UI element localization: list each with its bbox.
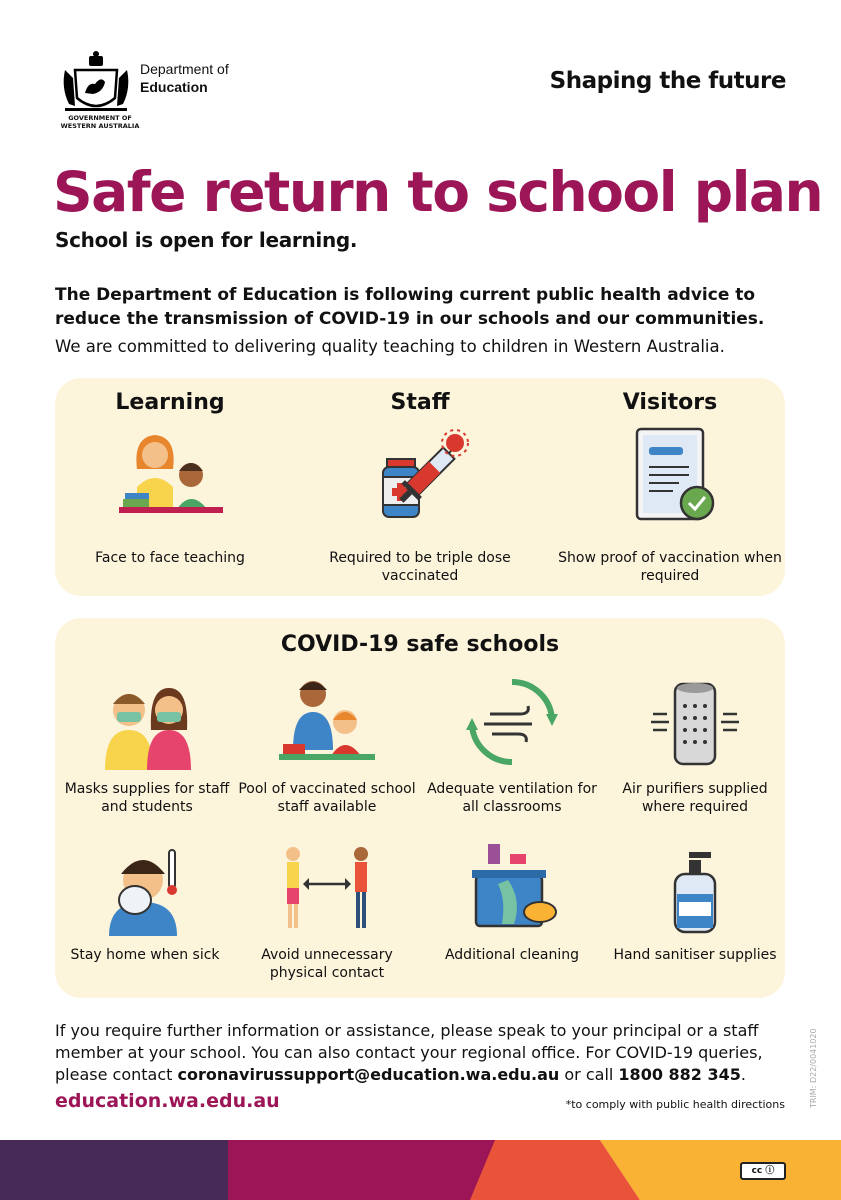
website-link[interactable]: education.wa.edu.au	[55, 1090, 280, 1112]
cleaning-item	[422, 840, 602, 964]
footnote: *to comply with public health directions	[565, 1098, 785, 1111]
sick-person-icon	[95, 840, 195, 936]
tagline: Shaping the future	[549, 68, 786, 94]
vaccination-certificate-icon	[615, 425, 725, 525]
physical-contact-caption: Avoid unnecessary physical contact	[261, 947, 393, 981]
wa-coat-of-arms-icon	[55, 48, 137, 120]
covid-safe-heading: COVID-19 safe schools	[280, 632, 560, 657]
staff-heading: Staff	[390, 390, 450, 415]
intro	[55, 283, 795, 359]
trim-reference: TRIM: D22/0041020	[809, 1028, 818, 1108]
department-name	[140, 60, 229, 96]
support-email-link[interactable]: coronavirussupport@education.wa.edu.au	[177, 1065, 560, 1084]
ventilation-caption: Adequate ventilation for all classrooms	[427, 781, 597, 815]
teacher-student-icon	[115, 425, 225, 525]
vaccinated-staff-caption: Pool of vaccinated school staff available	[238, 781, 416, 815]
stay-home-item	[55, 840, 235, 964]
air-purifier-item	[605, 674, 785, 816]
learning-column	[55, 390, 285, 567]
brand-stripe	[0, 1140, 841, 1200]
distancing-icon	[277, 840, 377, 936]
visitors-caption: Show proof of vaccination when required	[558, 550, 782, 584]
contact-text-3: .	[740, 1065, 746, 1084]
sanitiser-caption: Hand sanitiser supplies	[613, 947, 777, 963]
creative-commons-icon: cc ⓘ	[740, 1162, 786, 1180]
dept-line2: Education	[140, 79, 208, 95]
header	[55, 48, 786, 138]
stripe-purple	[0, 1140, 228, 1200]
vaccine-syringe-icon	[365, 425, 475, 525]
contact-information	[55, 1020, 775, 1086]
staff-column	[305, 390, 535, 585]
sanitiser-item	[605, 840, 785, 964]
hand-sanitiser-icon	[645, 840, 745, 936]
page-title: Safe return to school plan	[53, 160, 823, 224]
visitors-column	[555, 390, 785, 585]
physical-contact-item	[237, 840, 417, 982]
contact-text-2: or call	[559, 1065, 619, 1084]
stripe-yellow	[600, 1140, 841, 1200]
ventilation-icon	[462, 674, 562, 770]
ventilation-item	[422, 674, 602, 816]
requirements-panel	[55, 378, 785, 596]
covid-safe-panel	[55, 618, 785, 998]
teacher-student-icon	[277, 674, 377, 770]
dept-line1: Department of	[140, 61, 229, 77]
gov-line2: WESTERN AUSTRALIA	[60, 122, 140, 130]
support-phone-number[interactable]: 1800 882 345	[618, 1065, 741, 1084]
masks-caption: Masks supplies for staff and students	[64, 781, 230, 815]
air-purifier-caption: Air purifiers supplied where required	[622, 781, 768, 815]
visitors-heading: Visitors	[622, 390, 718, 415]
learning-heading: Learning	[115, 390, 225, 415]
masks-item	[57, 674, 237, 816]
intro-normal: We are committed to delivering quality teaching to children in Western Australia.	[55, 337, 725, 356]
learning-caption: Face to face teaching	[95, 550, 245, 566]
cleaning-supplies-icon	[462, 840, 562, 936]
page-subtitle: School is open for learning.	[55, 228, 358, 252]
cleaning-caption: Additional cleaning	[444, 947, 580, 963]
masked-people-icon	[97, 674, 197, 770]
government-label	[55, 114, 145, 130]
intro-bold: The Department of Education is following current public health advice to reduce the transmission of COVID-19 in our schools and our communities.	[55, 285, 765, 329]
stay-home-caption: Stay home when sick	[70, 947, 220, 963]
staff-caption: Required to be triple dose vaccinated	[329, 550, 511, 584]
contact-text-1: If you require further information or assistance, please speak to your principal or a staff member at your school. You can also contact your regional office. For COVID-19 queries, please contact	[55, 1021, 763, 1084]
gov-line1: GOVERNMENT OF	[68, 114, 132, 122]
vaccinated-staff-item	[237, 674, 417, 816]
air-purifier-icon	[645, 674, 745, 770]
